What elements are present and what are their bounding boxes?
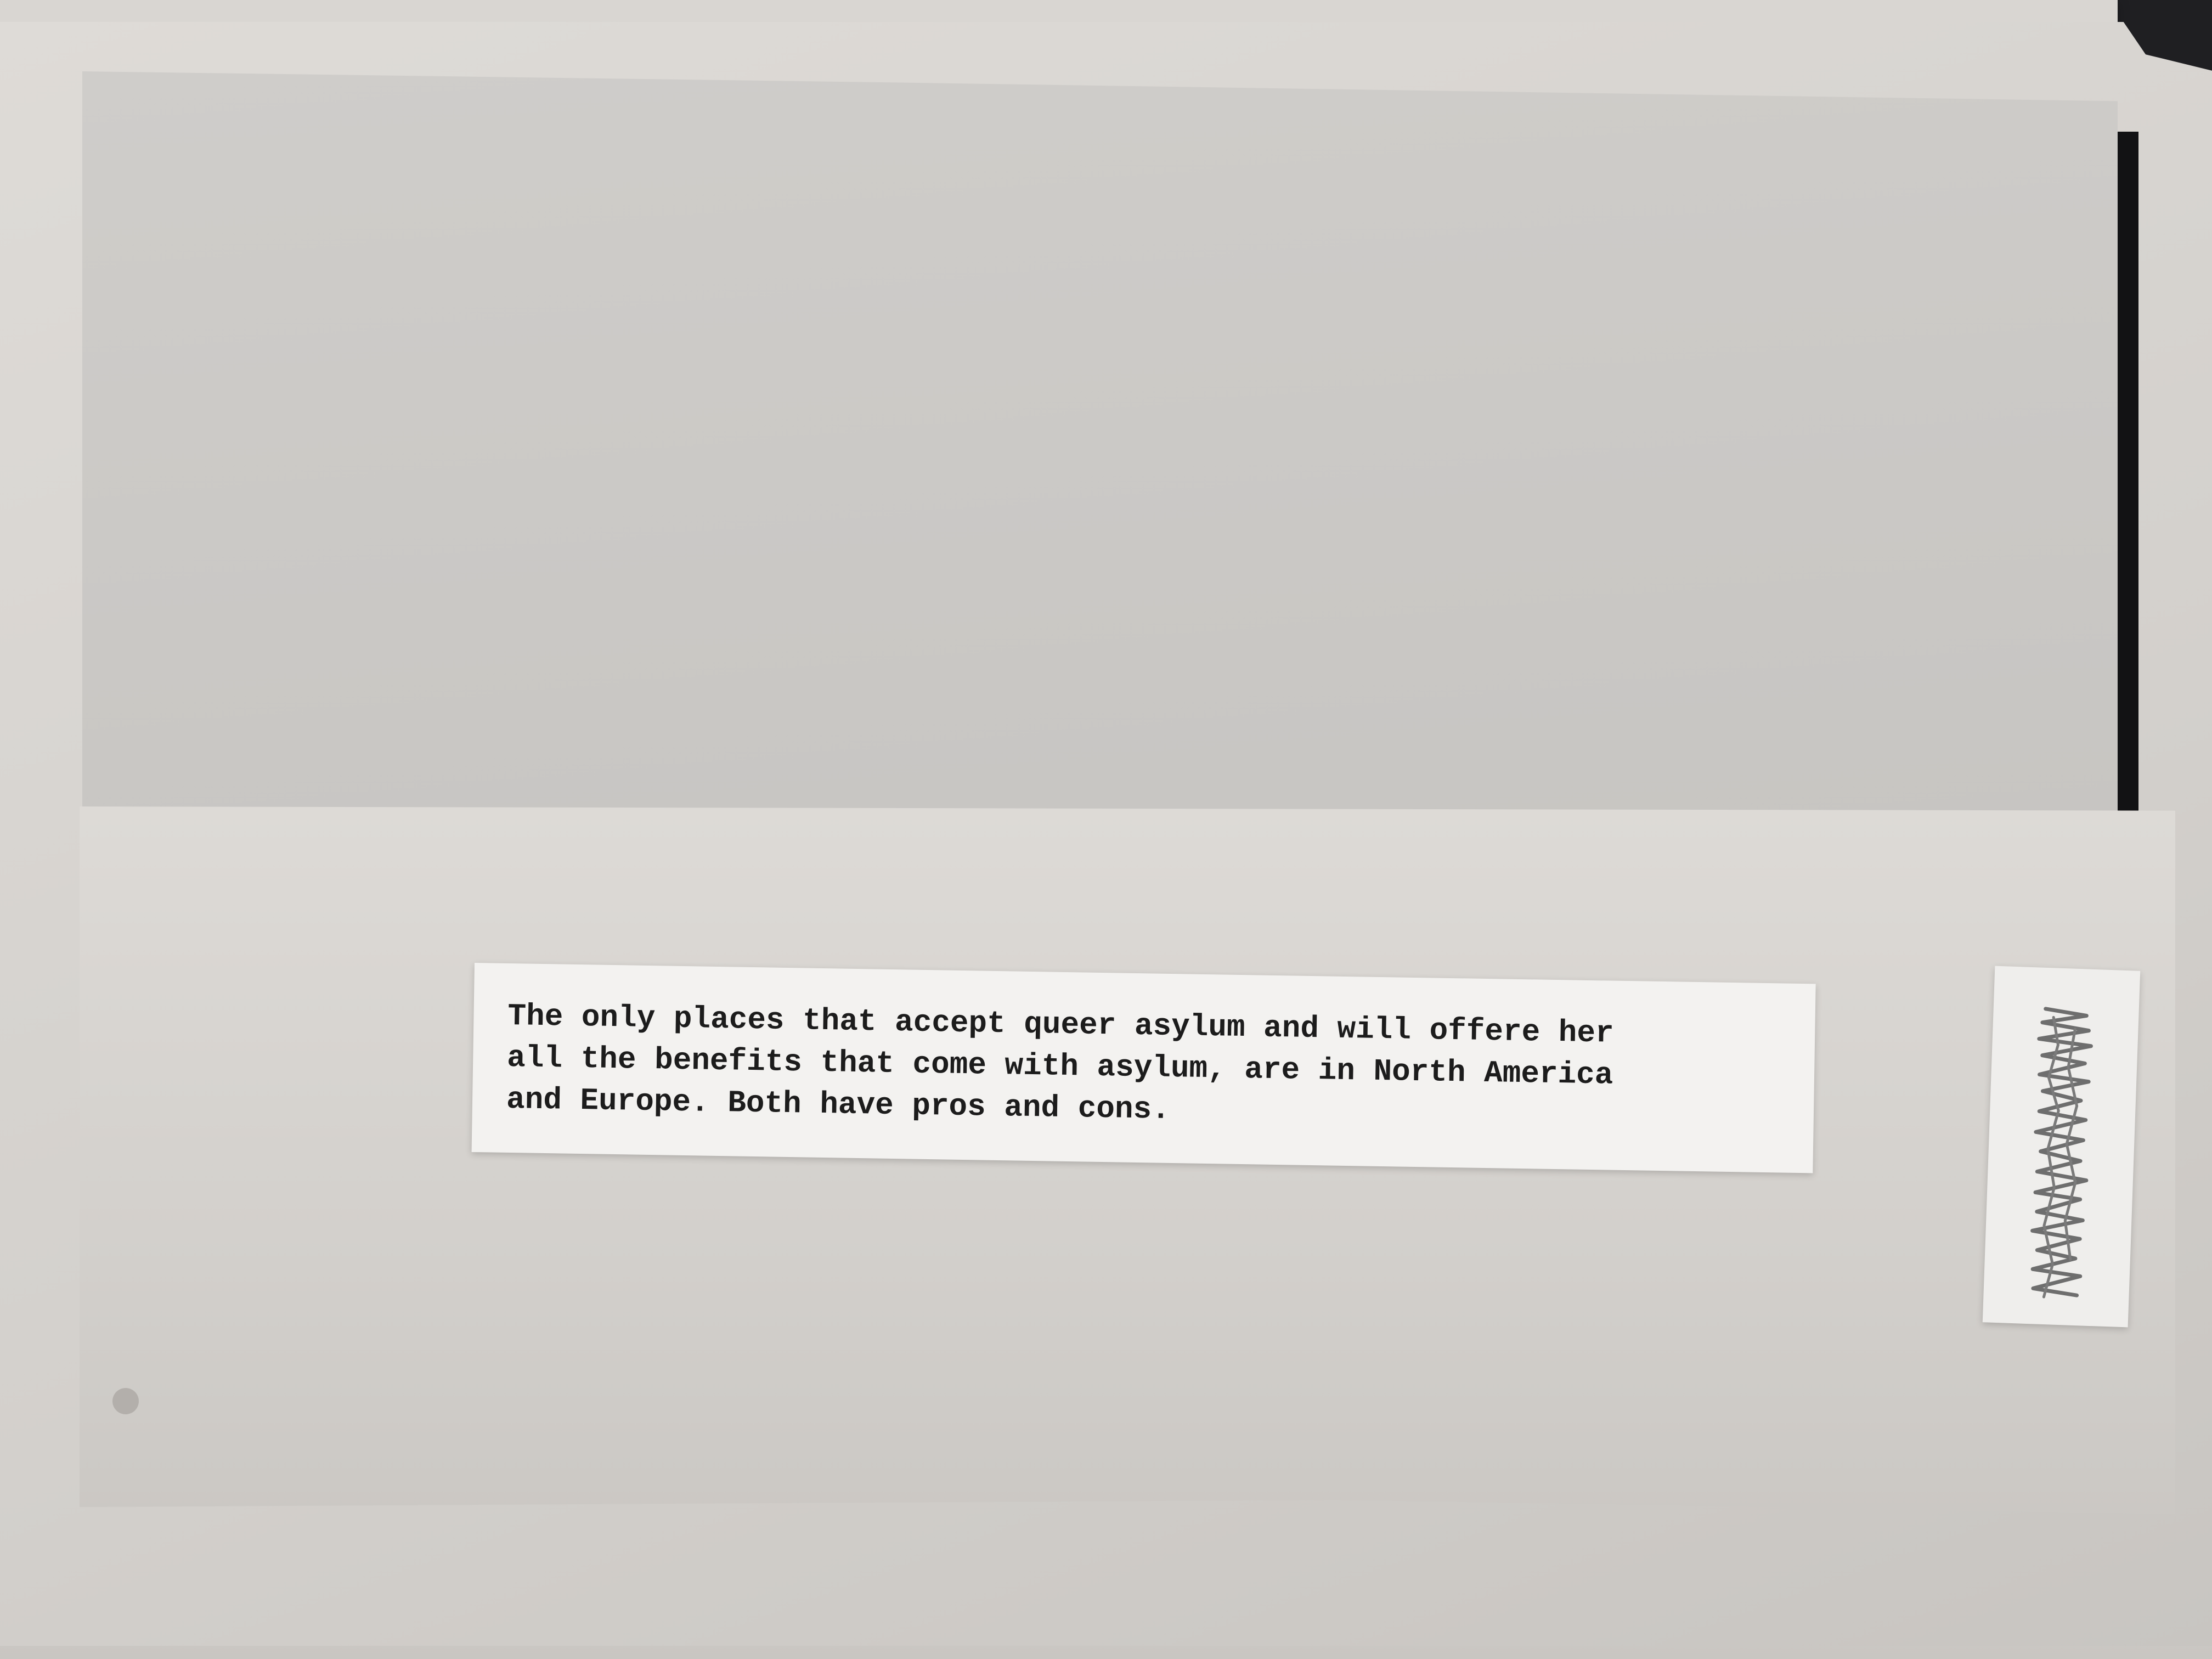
- pin-hole-mark: [112, 1388, 139, 1414]
- signature-scribble: [1983, 966, 2141, 1328]
- upper-paper-sheet: [82, 71, 2118, 817]
- strip-line-3: and Europe. Both have pros and cons.: [506, 1081, 1171, 1127]
- typed-text-strip: [472, 963, 1816, 1173]
- strip-line-1: The only places that accept queer asylum and will offere her: [507, 998, 1615, 1051]
- strip-line-2: all the benefits that come with asylum, are in North America: [506, 1040, 1613, 1093]
- signature-strip: [1983, 966, 2141, 1328]
- dark-gap: [2117, 132, 2138, 817]
